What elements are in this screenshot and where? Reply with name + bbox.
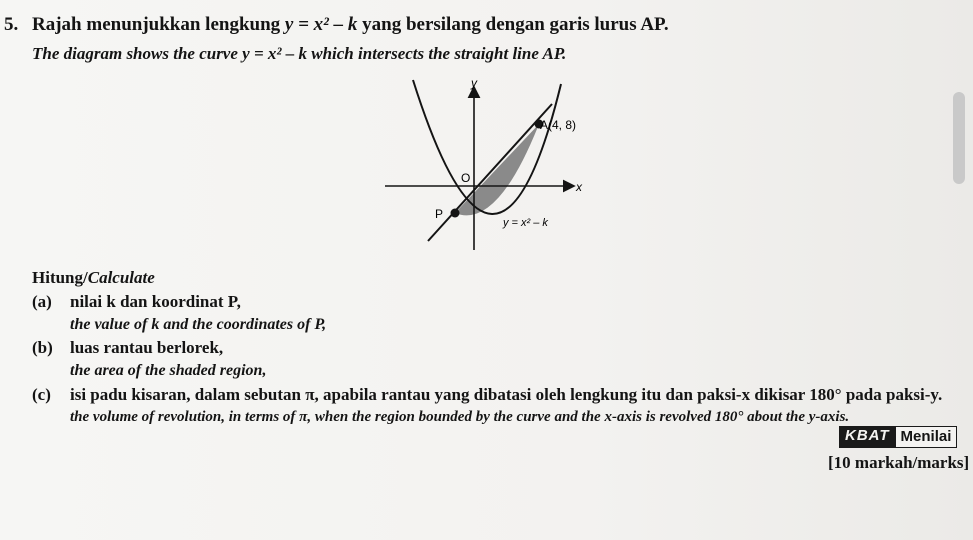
question-stem-malay: Rajah menunjukkan lengkung y = x² – k yang bersilang dengan garis lurus AP. xyxy=(32,14,669,35)
marks-allocation: [10 markah/marks] xyxy=(828,453,970,472)
point-p-label: P xyxy=(435,207,444,221)
y-axis-label: y xyxy=(471,76,477,90)
question-stem-english: The diagram shows the curve y = x² – k which intersects the straight line AP. xyxy=(32,44,567,63)
part-a-english: the value of k and the coordinates of P, xyxy=(70,316,327,333)
part-b-letter: (b) xyxy=(32,338,53,357)
part-a-malay: nilai k dan koordinat P, xyxy=(70,292,241,311)
part-b-malay: luas rantau berlorek, xyxy=(70,338,224,357)
badge-kbat: KBAT xyxy=(839,426,896,448)
part-c-malay: isi padu kisaran, dalam sebutan π, apabila rantau yang dibatasi oleh lengkung itu dan paksi-x dikisar 180° pada paksi-y. xyxy=(70,385,943,404)
scrollbar-thumb[interactable] xyxy=(953,92,965,184)
question-number: 5. xyxy=(4,14,19,35)
part-a-letter: (a) xyxy=(32,292,52,311)
curve-line-diagram xyxy=(365,70,605,260)
shaded-region xyxy=(455,124,539,215)
origin-label: O xyxy=(461,171,471,185)
x-axis-label: x xyxy=(576,180,582,194)
part-b-english: the area of the shaded region, xyxy=(70,362,267,379)
point-p-dot xyxy=(451,209,460,218)
part-c-letter: (c) xyxy=(32,385,51,404)
calculate-heading: Hitung/Calculate xyxy=(32,268,155,287)
badge-level: Menilai xyxy=(896,426,958,448)
curve-equation-label: y = x² – k xyxy=(503,217,548,229)
hots-badge xyxy=(839,426,957,448)
point-a-label: A(4, 8) xyxy=(540,118,577,132)
part-c-english: the volume of revolution, in terms of π, when the region bounded by the curve and the x-axis is revolved 180° about the y-axis. xyxy=(70,409,850,425)
